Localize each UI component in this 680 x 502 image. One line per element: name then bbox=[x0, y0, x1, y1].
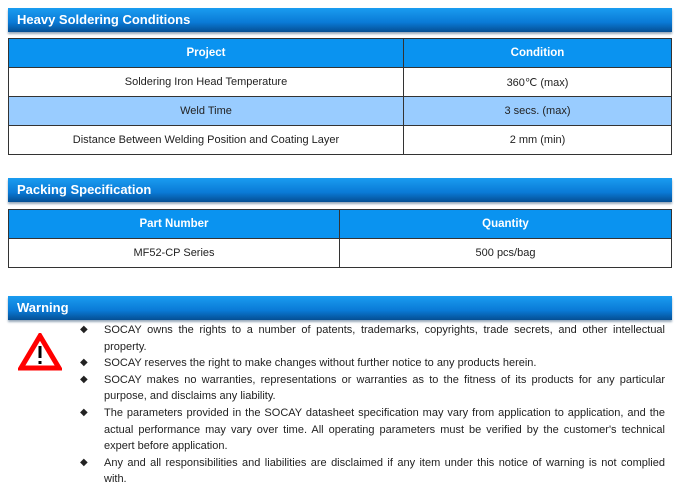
cell: Soldering Iron Head Temperature bbox=[9, 68, 404, 97]
item-text: SOCAY reserves the right to make changes without further notice to any products herein. bbox=[104, 357, 537, 370]
bullet-icon: ◆ bbox=[80, 406, 88, 418]
warning-triangle-icon bbox=[18, 333, 62, 371]
packing-table bbox=[8, 209, 672, 268]
list-item bbox=[80, 322, 665, 355]
warning-list bbox=[80, 322, 665, 488]
bullet-icon: ◆ bbox=[80, 456, 88, 468]
list-item bbox=[80, 355, 665, 372]
item-text: SOCAY makes no warranties, representations or warranties as to the fitness of its products for any particular purpose, and disclaims any liability. bbox=[104, 373, 665, 403]
bullet-icon: ◆ bbox=[80, 324, 88, 335]
column-header: Part Number bbox=[9, 210, 340, 239]
section-header-packing: Packing Specification bbox=[8, 178, 672, 202]
column-header: Project bbox=[9, 39, 404, 68]
column-header: Quantity bbox=[340, 210, 672, 239]
column-header: Condition bbox=[404, 39, 672, 68]
item-text: SOCAY owns the rights to a number of patents, trademarks, copyrights, trade secrets, and other intellectual property. bbox=[104, 324, 665, 353]
cell: MF52-CP Series bbox=[9, 239, 340, 268]
list-item bbox=[80, 405, 665, 455]
cell: Distance Between Welding Position and Coating Layer bbox=[9, 126, 404, 155]
table-row bbox=[9, 97, 672, 126]
cell: 3 secs. (max) bbox=[404, 97, 672, 126]
table-row bbox=[9, 68, 672, 97]
item-text: Any and all responsibilities and liabilities are disclaimed if any item under this notice of warning is not complied with. bbox=[104, 456, 665, 486]
soldering-table bbox=[8, 38, 672, 155]
list-item bbox=[80, 372, 665, 405]
list-item bbox=[80, 455, 665, 488]
table-row bbox=[9, 239, 672, 268]
section-header-warning: Warning bbox=[8, 296, 672, 320]
cell: 360℃ (max) bbox=[404, 68, 672, 97]
table-row bbox=[9, 126, 672, 155]
item-text: The parameters provided in the SOCAY datasheet specification may vary from application to application, and the actual performance may vary over time. All operating parameters must be verified by the customer's technical expert before application. bbox=[104, 406, 665, 453]
cell: 500 pcs/bag bbox=[340, 239, 672, 268]
cell: Weld Time bbox=[9, 97, 404, 126]
bullet-icon: ◆ bbox=[80, 357, 88, 369]
cell: 2 mm (min) bbox=[404, 126, 672, 155]
section-header-soldering: Heavy Soldering Conditions bbox=[8, 8, 672, 32]
bullet-icon: ◆ bbox=[80, 373, 88, 385]
